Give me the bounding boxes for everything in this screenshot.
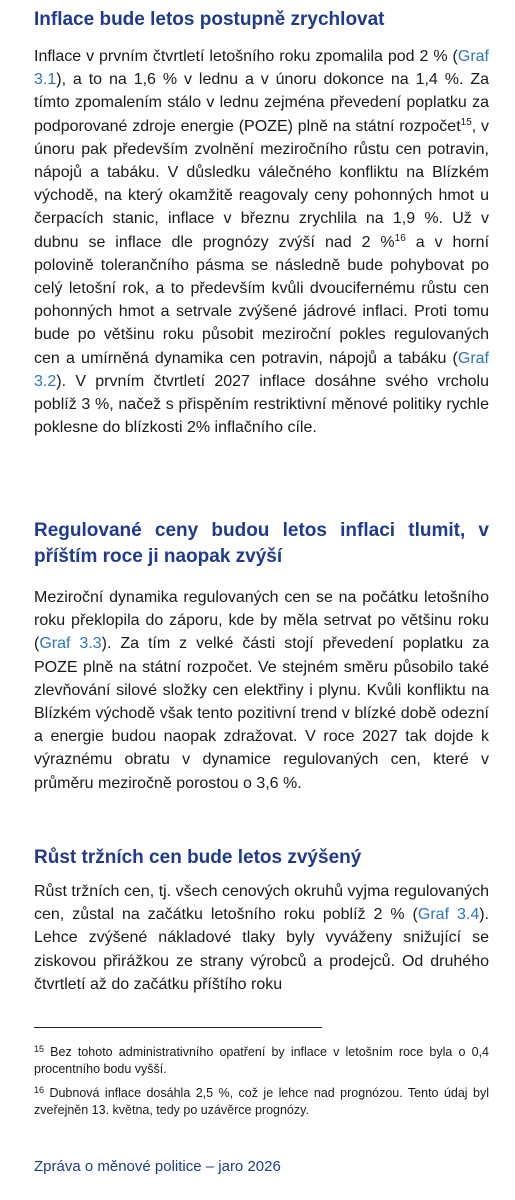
- footnote-number: 15: [34, 1044, 45, 1054]
- section-heading-market-prices: Růst tržních cen bude letos zvýšený: [34, 847, 362, 868]
- section-paragraph-regulated-prices: [34, 586, 489, 795]
- paragraph-text: Meziroční dynamika regulovaných cen se na počátku letošního roku překlopila do záporu, kde by měla setrvat po většinu roku (: [34, 589, 489, 653]
- footnote-text: Bez tohoto administrativního opatření by inflace v letošním roce byla o 0,4 procentního bodu vyšší.: [34, 1045, 489, 1076]
- footnote-number: 16: [34, 1085, 45, 1095]
- page-footer: Zpráva o měnové politice – jaro 2026: [34, 1158, 281, 1175]
- paragraph-text: ). Za tím z velké části stojí převedení poplatku za POZE plně na státní rozpočet. Ve stejném směru působilo také zlevňování silové složky cen elektřiny i plynu. Kvůli konfliktu na Blízkém východě však tento pozitivní trend v blízké době odezní a energie budou naopak zdražovat. V roce 2027 tak dojde k výraznému obratu v dynamice regulovaných cen, které v průměru meziročně porostou o 3,6 %.: [34, 635, 489, 792]
- footnote-marker[interactable]: 16: [394, 232, 406, 244]
- footnote-marker[interactable]: 15: [460, 116, 472, 128]
- footnote-text: Dubnová inflace dosáhla 2,5 %, což je lehce nad prognózou. Tento údaj byl zveřejněn 13. května, tedy po uzávěrce prognózy.: [34, 1086, 489, 1117]
- paragraph-text: Inflace v prvním čtvrtletí letošního roku zpomalila pod 2 % (: [34, 48, 458, 65]
- paragraph-text: ). Lehce zvýšené nákladové tlaky byly vyváženy snižující se ziskovou přirážkou ze strany výrobců a prodejců. Od druhého čtvrtletí až do začátku příštího roku: [34, 906, 489, 993]
- figure-reference-link[interactable]: Graf 3.4: [417, 906, 480, 924]
- figure-reference-link[interactable]: Graf 3.2: [34, 349, 489, 390]
- footnote-divider: [34, 1027, 322, 1028]
- section-heading-regulated-prices: Regulované ceny budou letos inflaci tlumit, v příštím roce ji naopak zvýší: [34, 520, 489, 567]
- section-paragraph-inflation: [34, 45, 489, 439]
- figure-reference-link[interactable]: Graf 3.1: [34, 48, 489, 89]
- paragraph-text: ). V prvním čtvrtletí 2027 inflace dosáhne svého vrcholu poblíž 3 %, načež s přispěním restriktivní měnové politiky rychle poklesne do blízkosti 2% inflačního cíle.: [34, 372, 489, 437]
- paragraph-text: , v únoru pak především zvolnění meziročního růstu cen potravin, nápojů a tabáku. V důsledku válečného konfliktu na Blízkém východě, na který okamžitě reagovaly ceny pohonných hmot u čerpacích stanic, inflace v březnu zrychlila na 1,9 %. Už v dubnu se inflace dle prognózy zvýší nad 2 %: [34, 117, 490, 251]
- figure-reference-link[interactable]: Graf 3.3: [39, 635, 102, 653]
- footnote-15: [34, 1044, 489, 1078]
- paragraph-text: Růst tržních cen, tj. všech cenových okruhů vyjma regulovaných cen, zůstal na začátku letošního roku poblíž 2 % (: [34, 883, 489, 924]
- footnote-16: [34, 1085, 489, 1119]
- paragraph-text: ), a to na 1,6 % v lednu a v únoru dokonce na 1,4 %. Za tímto zpomalením stálo v lednu zejména převedení poplatku za podporované zdroje energie (POZE) plně na státní rozpočet: [34, 71, 489, 135]
- paragraph-text: a v horní polovině tolerančního pásma se následně bude pohybovat po celý letošní rok, a to především kvůli dvoucifernému růstu cen pohonných hmot a setrvale zvýšené jádrové inflaci. Proti tomu bude po většinu roku působit meziroční pokles regulovaných cen a umírněná dynamika cen potravin, nápojů a tabáku (: [34, 233, 490, 367]
- section-heading-inflation: Inflace bude letos postupně zrychlovat: [34, 9, 385, 30]
- section-paragraph-market-prices: [34, 880, 489, 996]
